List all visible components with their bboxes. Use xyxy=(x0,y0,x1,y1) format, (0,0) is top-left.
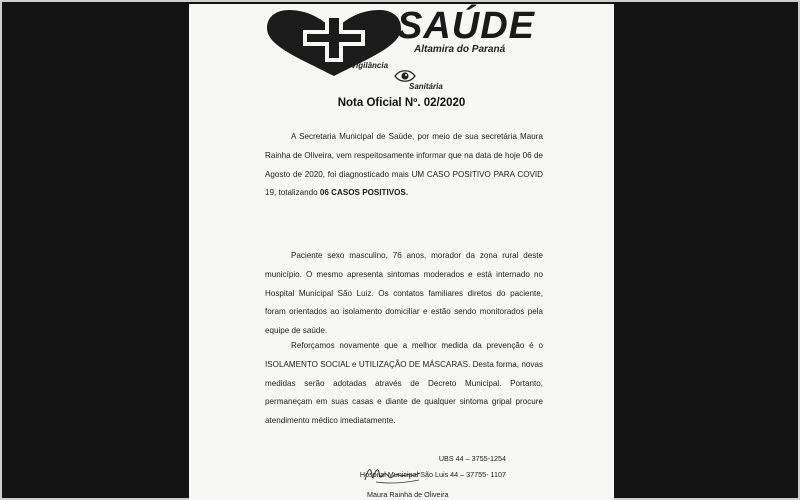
paragraph-announcement xyxy=(265,128,543,203)
brand-subtitle: Altamira do Paraná xyxy=(414,44,506,55)
contact-ubs: UBS 44 – 3755-1254 xyxy=(438,454,506,463)
contact-hospital: Hospital Municipal São Luis 44 – 37755- 1107 xyxy=(359,470,506,479)
vigilance-label-line1: Vigilância xyxy=(351,61,389,70)
document-page xyxy=(189,4,614,500)
signature-icon xyxy=(362,462,422,486)
brand-name: SAÚDE xyxy=(397,5,536,47)
paragraph-prevention: Reforçamos novamente que a melhor medida da prevenção é o ISOLAMENTO SOCIAL e UTILIZAÇÃO DE MÁSCARAS. Desta forma, novas medidas serão adotadas através de Decreto Municipal. Portanto, permaneçam em suas casas e diante de qualquer sintoma gripal procure atendimento médico imediatamente. xyxy=(265,341,543,426)
vigilance-label-line2: Sanitária xyxy=(409,82,443,91)
document-title: Nota Oficial Nº. 02/2020 xyxy=(337,97,466,109)
total-cases-highlight: 06 CASOS POSITIVOS. xyxy=(319,188,409,198)
signatory-name: Maura Rainha de Oliveira xyxy=(367,490,449,499)
paragraph-patient: Paciente sexo masculino, 76 anos, morador da zona rural deste município. O mesmo apresenta sintomas moderados e está internado no Hospital Municipal São Luiz. Os contatos familiares diretos do paciente, foram orientados ao isolamento domiciliar e estão sendo monitorados pela equipe de saúde. xyxy=(265,251,543,336)
paragraph-announcement-text: A Secretaria Municipal de Saúde, por meio de sua secretária Maura Rainha de Oliveira, vem respeitosamente informar que na data de hoje 06 de Agosto de 2020, foi diagnosticado mais UM CASO POSITIVO PARA COVID 19, totalizando xyxy=(265,132,543,198)
